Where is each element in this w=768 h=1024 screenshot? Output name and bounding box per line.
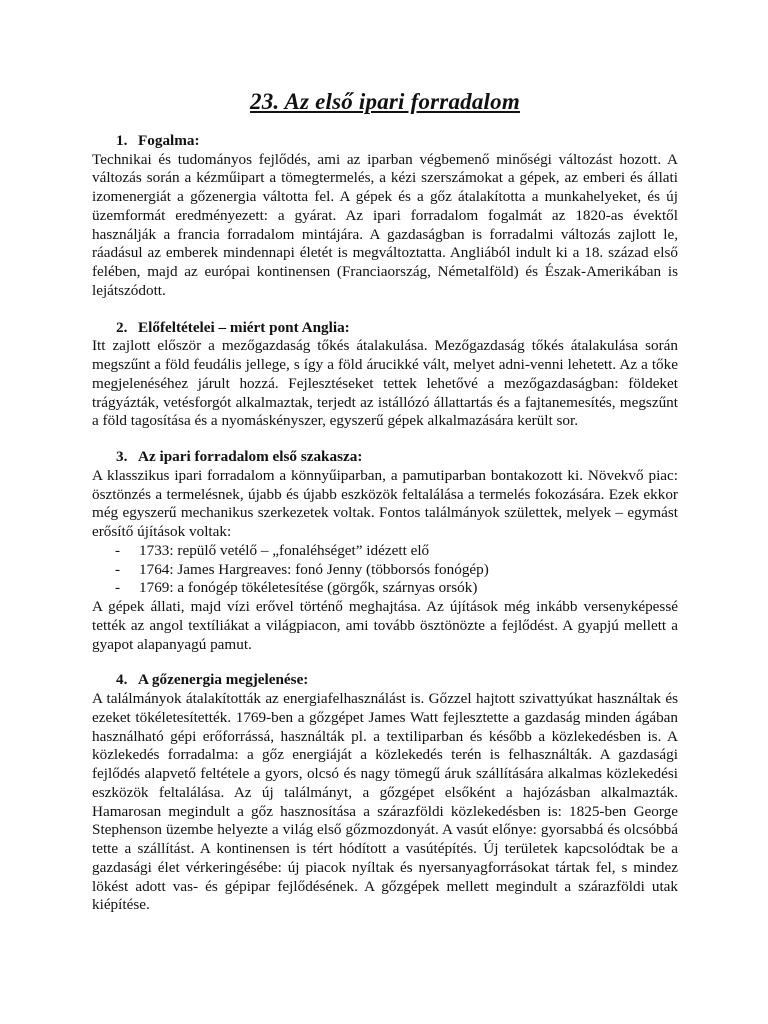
bullet-marker: - [115, 541, 121, 559]
list-item-text: 1769: a fonógép tökéletesítése (görgők, szárnyas orsók) [139, 579, 478, 597]
section-heading-text: Előfeltételei – miért pont Anglia: [138, 318, 350, 336]
section-heading-text: A gőzenergia megjelenése: [138, 671, 309, 689]
section-paragraph: A klasszikus ipari forradalom a könnyűiparban, a pamutiparban bontakozott ki. Növekvő piac: ösztönzés a termelésnek, újabb és újabb eszközök feltalálása a termelés fokozására. Ezek ekkor még egyszerű mechanikus szerkezetek voltak. Fontos találmányok születtek, melyek – egymást erősítő újítások voltak: [92, 466, 678, 541]
section-paragraph: Technikai és tudományos fejlődés, ami az iparban végbemenő minőségi változást hozott. A változás során a kézműipart a tömegtermelés, a kézi szerszámokat a gépek, az emberi és állati izomenergiát a gőzenergia váltotta fel. A gépek és a gőz átalakította a munkahelyeket, és új üzemformát eredményezett: a gyárat. Az ipari forradalom fogalmát az 1820-as évektől használják a francia forradalom mintájára. A gazdaságban is forradalmi változás zajlott le, ráadásul az emberek mindennapi életét is megváltoztatta. Angliából indult ki a 18. század első felében, majd az európai kontinensen (Franciaország, Németalföld) és Észak-Amerikában is lejátszódott. [92, 150, 678, 299]
section-number: 2. [116, 318, 128, 336]
section-fogalma [92, 132, 678, 301]
bullet-marker: - [115, 560, 121, 578]
section-heading-text: Fogalma: [138, 132, 200, 149]
list-item [92, 561, 678, 580]
section-elofeltetelei [92, 319, 678, 431]
section-elso-szakasz [92, 448, 678, 654]
document-page [92, 0, 678, 915]
section-heading-text: Az ipari forradalom első szakasza: [138, 448, 363, 466]
document-title: 23. Az első ipari forradalom [250, 89, 520, 114]
section-heading [92, 319, 678, 338]
section-heading [92, 671, 678, 690]
section-heading [92, 132, 678, 151]
section-paragraph: A találmányok átalakították az energiafelhasználást is. Gőzzel hajtott szivattyúkat használtak és ezeket tökéletesítették. 1769-ben a gőzgépet James Watt fejlesztette a gazdaság minden ágában használható gépi erőforrássá, használták pl. a textiliparban és később a közlekedésben is. A közlekedés forradalma: a gőz energiáját a közlekedés terén is felhasználták. A gazdasági fejlődés alapvető feltétele a gyors, olcsó és nagy tömegű áruk szállítására alkalmas közlekedési eszközök feltalálása. Az új találmányt, a gőzgépet elsőként a hajózásban alkalmazták. Hamarosan megindult a gőz hasznosítása a szárazföldi közlekedésben is: 1825-ben George Stephenson üzembe helyezte a világ első gőzmozdonyát. A vasút előnye: gyorsabbá és olcsóbbá tette a szállítást. A kontinensen is tért hódított a vasútépítés. Új területek kapcsolódtak be a gazdasági élet vérkeringésébe: új piacok nyíltak és nyersanyagforrásokat tártak fel, s mindez lökést adott vas- és gépipar fejlődésének. A gőzgépek mellett megindult a szárazföldi utak kiépítése. [92, 690, 678, 914]
section-paragraph: Itt zajlott először a mezőgazdaság tőkés átalakulása. Mezőgazdaság tőkés átalakulása során megszűnt a föld feudális jellege, s így a föld árucikké vált, melyet adni-venni lehetett. Az a tőke megjelenéséhez járult hozzá. Fejlesztéseket tettek lehetővé a mezőgazdaságban: földeket trágyázták, vetésforgót alkalmaztak, terjedt az istállózó állattartás és a fajtanemesítés, megszűnt a föld tagosítása és a nyomáskényszer, egyszerű gépek alkalmazására került sor. [92, 337, 678, 430]
list-item-text: 1733: repülő vetélő – „fonaléhséget” idézett elő [139, 541, 430, 559]
list-item [92, 542, 678, 561]
section-gozenergia [92, 671, 678, 915]
list-item-text: 1764: James Hargreaves: fonó Jenny (többorsós fonógép) [139, 560, 489, 578]
section-number: 1. [116, 132, 128, 149]
section-number: 3. [116, 448, 128, 466]
bullet-marker: - [115, 579, 121, 597]
section-paragraph-after-list: A gépek állati, majd vízi erővel történő meghajtása. Az újítások még inkább versenyképessé tették az angol textíliákat a világpiacon, ami tovább ösztönözte a fejlődést. A gyapjú mellett a gyapot alapanyagú pamut. [92, 598, 678, 653]
inventions-list [92, 542, 678, 598]
section-heading [92, 448, 678, 467]
section-number: 4. [116, 671, 128, 689]
list-item [92, 579, 678, 598]
